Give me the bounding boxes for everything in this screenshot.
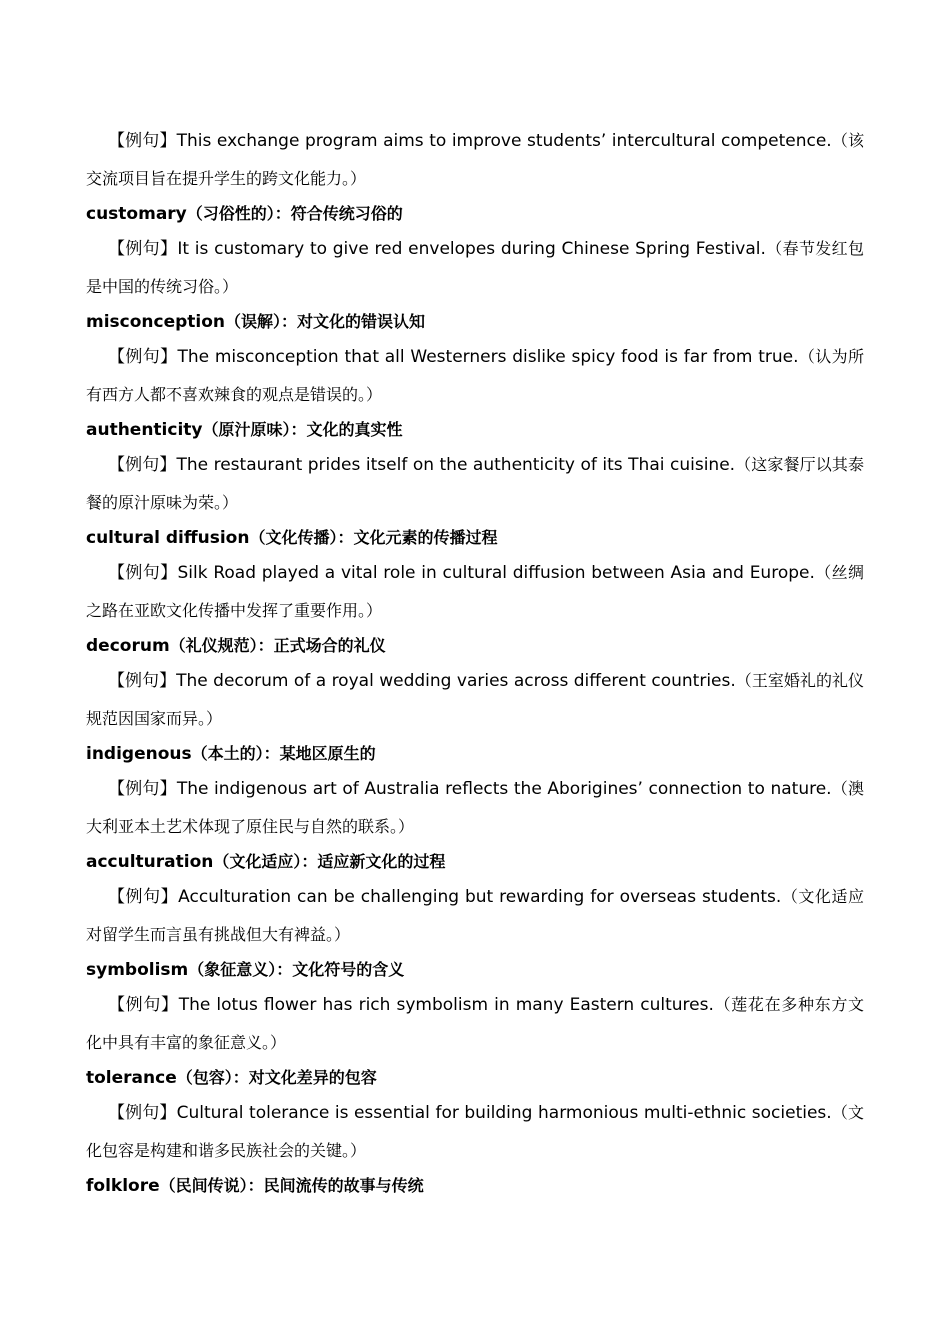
vocab-term-heading (86, 846, 864, 878)
example-translation: （莲花在多种东方文化中具有丰富的象征意义。） (86, 995, 864, 1052)
example-sentence (86, 986, 864, 1062)
example-english: Cultural tolerance is essential for building harmonious multi-ethnic societies. (176, 1103, 832, 1123)
vocab-term-word: misconception (86, 312, 226, 332)
vocab-term-heading (86, 1170, 864, 1202)
example-english: The restaurant prides itself on the authenticity of its Thai cuisine. (176, 455, 736, 475)
vocab-term-word: decorum (86, 636, 170, 656)
vocab-term-gloss: （原汁原味）：文化的真实性 (202, 420, 403, 439)
example-english: The decorum of a royal wedding varies across different countries. (176, 671, 736, 691)
example-translation: （文化包容是构建和谐多民族社会的关键。） (86, 1103, 864, 1160)
example-english: Silk Road played a vital role in cultural diffusion between Asia and Europe. (177, 563, 815, 583)
vocab-term-heading (86, 954, 864, 986)
example-translation: （认为所有西方人都不喜欢辣食的观点是错误的。） (86, 347, 865, 404)
example-marker: 【例句】 (108, 131, 177, 151)
example-english: The misconception that all Westerners dislike spicy food is far from true. (177, 347, 799, 367)
example-marker: 【例句】 (108, 671, 177, 691)
example-translation: （澳大利亚本土艺术体现了原住民与自然的联系。） (86, 779, 864, 836)
example-marker: 【例句】 (108, 1103, 177, 1123)
vocab-term-gloss: （本土的）：某地区原生的 (191, 744, 376, 763)
vocab-term-word: symbolism (86, 960, 189, 980)
vocab-term-heading (86, 414, 864, 446)
example-translation: （文化适应对留学生而言虽有挑战但大有裨益。） (86, 887, 864, 944)
vocab-term-gloss: （文化传播）：文化元素的传播过程 (249, 528, 498, 547)
vocab-term-heading (86, 738, 864, 770)
example-sentence (86, 878, 864, 954)
example-sentence (86, 770, 864, 846)
vocab-term-word: authenticity (86, 420, 203, 440)
vocab-term-word: acculturation (86, 852, 214, 872)
example-translation: （丝绸之路在亚欧文化传播中发挥了重要作用。） (86, 563, 864, 620)
vocab-term-word: folklore (86, 1176, 160, 1196)
vocab-term-heading (86, 306, 864, 338)
example-marker: 【例句】 (108, 779, 177, 799)
vocab-term-gloss: （象征意义）：文化符号的含义 (188, 960, 405, 979)
example-english: It is customary to give red envelopes during Chinese Spring Festival. (177, 239, 766, 259)
example-marker: 【例句】 (108, 995, 179, 1015)
vocab-term-gloss: （民间传说）：民间流传的故事与传统 (159, 1176, 424, 1195)
vocab-term-gloss: （包容）：对文化差异的包容 (176, 1068, 377, 1087)
example-marker: 【例句】 (108, 563, 178, 583)
vocab-term-word: tolerance (86, 1068, 177, 1088)
example-english: Acculturation can be challenging but rewarding for overseas students. (178, 887, 782, 907)
vocab-term-heading (86, 1062, 864, 1094)
vocab-term-heading (86, 198, 864, 230)
vocab-term-gloss: （礼仪规范）：正式场合的礼仪 (169, 636, 386, 655)
example-sentence (86, 230, 864, 306)
vocab-term-heading (86, 522, 864, 554)
example-marker: 【例句】 (108, 455, 177, 475)
example-sentence (86, 554, 864, 630)
example-english: The lotus flower has rich symbolism in many Eastern cultures. (178, 995, 714, 1015)
vocabulary-list (86, 122, 864, 1202)
example-english: The indigenous art of Australia reflects the Aborigines’ connection to nature. (176, 779, 832, 799)
vocab-term-gloss: （文化适应）：适应新文化的过程 (213, 852, 446, 871)
example-sentence (86, 662, 864, 738)
example-sentence (86, 338, 864, 414)
example-sentence (86, 446, 864, 522)
example-marker: 【例句】 (108, 887, 179, 907)
example-sentence (86, 1094, 864, 1170)
example-translation: （春节发红包是中国的传统习俗。） (86, 239, 864, 296)
vocab-term-heading (86, 630, 864, 662)
example-sentence (86, 122, 864, 198)
example-translation: （王室婚礼的礼仪规范因国家而异。） (86, 671, 864, 728)
vocab-term-word: cultural diffusion (86, 528, 250, 548)
example-marker: 【例句】 (108, 347, 178, 367)
vocab-term-gloss: （误解）：对文化的错误认知 (225, 312, 426, 331)
vocab-term-word: customary (86, 204, 187, 224)
vocab-term-gloss: （习俗性的）：符合传统习俗的 (186, 204, 403, 223)
example-english: This exchange program aims to improve students’ intercultural competence. (176, 131, 832, 151)
example-translation: （该交流项目旨在提升学生的跨文化能力。） (86, 131, 864, 188)
vocab-term-word: indigenous (86, 744, 192, 764)
example-marker: 【例句】 (108, 239, 178, 259)
example-translation: （这家餐厅以其泰餐的原汁原味为荣。） (86, 455, 864, 512)
